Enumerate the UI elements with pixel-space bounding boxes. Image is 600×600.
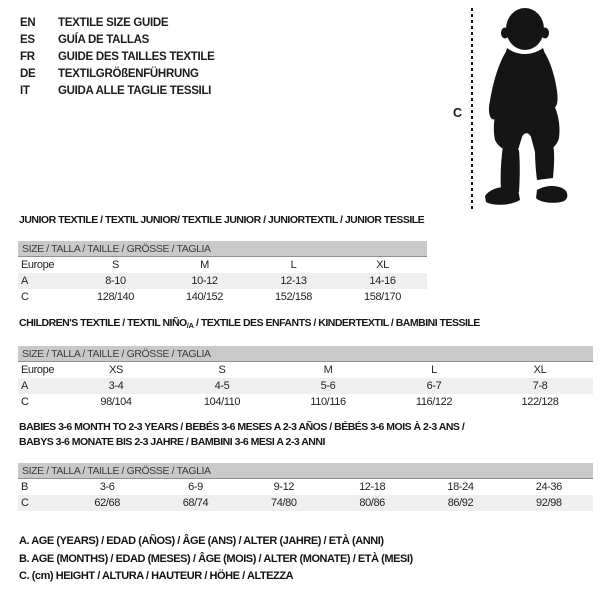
table-cell: 3-4 [108, 380, 124, 392]
table-cell: 68/74 [182, 497, 209, 509]
table-cell: S [218, 364, 226, 376]
table-cell: 158/170 [364, 291, 401, 303]
language-row [20, 14, 215, 31]
table-cell: 4-5 [214, 380, 230, 392]
table-cell: A [21, 380, 28, 392]
table-row [18, 495, 593, 511]
children-title-text: / TEXTILE DES ENFANTS / KINDERTEXTIL / BAMBINI TESSILE [193, 317, 480, 329]
table-row [18, 257, 427, 273]
height-measure-label: C [453, 106, 463, 120]
table-row [18, 378, 593, 394]
table-cell: L [431, 364, 437, 376]
table-cell: B [21, 481, 28, 493]
table-row [18, 362, 593, 378]
language-title: GUIDA ALLE TAGLIE TESSILI [58, 84, 212, 97]
table-cell: L [290, 259, 297, 271]
junior-table-title: JUNIOR TEXTILE / TEXTIL JUNIOR/ TEXTILE JUNIOR / JUNIORTEXTIL / JUNIOR TESSILE [19, 214, 425, 226]
table-cell: 6-7 [426, 380, 442, 392]
language-row [20, 82, 215, 99]
language-code: EN [20, 16, 36, 29]
table-cell: C [21, 396, 29, 408]
table-cell: 98/104 [100, 396, 132, 408]
babies-title-line2: BABYS 3-6 MONATE BIS 2-3 JAHRE / BAMBINI 3-6 MESI A 2-3 ANNI [19, 436, 325, 448]
table-cell: 12-13 [280, 275, 307, 287]
table-cell: 122/128 [521, 396, 559, 408]
table-cell: Europe [21, 364, 55, 376]
language-code: ES [20, 33, 35, 46]
language-row [20, 65, 215, 82]
language-title: TEXTILGRÖßENFÜHRUNG [58, 67, 199, 80]
babies-title-line1: BABIES 3-6 MONTH TO 2-3 YEARS / BEBÉS 3-6 MESES A 2-3 AÑOS / BÉBÉS 3-6 MOIS À 2-3 ANS / [19, 421, 465, 433]
table-cell: 116/122 [415, 396, 453, 408]
table-cell: 62/68 [94, 497, 120, 509]
table-row [18, 289, 427, 305]
legend-line-b: B. AGE (MONTHS) / EDAD (MESES) / ÂGE (MOIS) / ALTER (MONATE) / ETÀ (MESI) [19, 552, 413, 565]
table-cell: 128/140 [97, 291, 134, 303]
table-cell: 152/158 [275, 291, 312, 303]
table-cell: 7-8 [532, 380, 548, 392]
table-cell: C [21, 497, 29, 509]
language-list [20, 14, 215, 99]
table-cell: C [21, 291, 29, 303]
table-cell: 74/80 [271, 497, 297, 509]
table-cell: 6-9 [188, 481, 203, 493]
table-cell: 5-6 [320, 380, 336, 392]
table-cell: S [112, 259, 119, 271]
table-cell: 9-12 [273, 481, 295, 493]
language-title: GUIDE DES TAILLES TEXTILE [58, 50, 215, 63]
table-cell: 104/110 [203, 396, 241, 408]
size-header-label: SIZE / TALLA / TAILLE / GRÖSSE / TAGLIA [22, 242, 211, 255]
language-row [20, 31, 215, 48]
language-title: GUÍA DE TALLAS [58, 33, 149, 46]
table-cell: XS [109, 364, 123, 376]
table-cell: XL [376, 259, 389, 271]
table-cell: 24-36 [535, 481, 562, 493]
table-cell: Europe [21, 259, 55, 271]
babies-table-title [19, 420, 464, 450]
table-cell: 80/86 [359, 497, 385, 509]
language-code: DE [20, 67, 36, 80]
table-cell: A [21, 275, 28, 287]
size-header-label: SIZE / TALLA / TAILLE / GRÖSSE / TAGLIA [22, 347, 211, 360]
table-cell: 140/152 [186, 291, 223, 303]
height-figure [450, 6, 595, 216]
height-dashed-line-icon [471, 8, 473, 209]
table-cell: 92/98 [536, 497, 562, 509]
language-code: FR [20, 50, 35, 63]
children-title-subscript: /A [186, 321, 194, 330]
table-row [18, 479, 593, 495]
language-code: IT [20, 84, 30, 97]
table-cell: M [200, 259, 209, 271]
language-row [20, 48, 215, 65]
size-header-label: SIZE / TALLA / TAILLE / GRÖSSE / TAGLIA [22, 464, 211, 477]
baby-silhouette-icon [479, 6, 571, 208]
legend-line-a: A. AGE (YEARS) / EDAD (AÑOS) / ÂGE (ANS) / ALTER (JAHRE) / ETÀ (ANNI) [19, 535, 384, 547]
children-size-header-bar [18, 346, 593, 362]
legend [19, 533, 413, 586]
table-cell: XL [533, 364, 547, 376]
babies-size-header-bar [18, 463, 593, 479]
language-title: TEXTILE SIZE GUIDE [58, 16, 169, 29]
table-cell: 86/92 [447, 497, 474, 509]
table-row [18, 394, 593, 410]
table-cell: 110/116 [310, 396, 346, 408]
table-cell: 10-12 [191, 275, 218, 287]
junior-size-header-bar [18, 241, 427, 257]
table-cell: 12-18 [359, 481, 386, 493]
children-table-title [19, 317, 480, 330]
table-row [18, 273, 427, 289]
table-cell: 3-6 [99, 481, 115, 493]
table-cell: M [323, 364, 333, 376]
legend-line-c: C. (cm) HEIGHT / ALTURA / HAUTEUR / HÖHE / ALTEZZA [19, 570, 294, 582]
table-cell: 8-10 [105, 275, 126, 287]
table-cell: 18-24 [447, 481, 474, 493]
children-title-text: CHILDREN'S TEXTILE / TEXTIL NIÑO [19, 317, 187, 329]
table-cell: 14-16 [369, 275, 396, 287]
